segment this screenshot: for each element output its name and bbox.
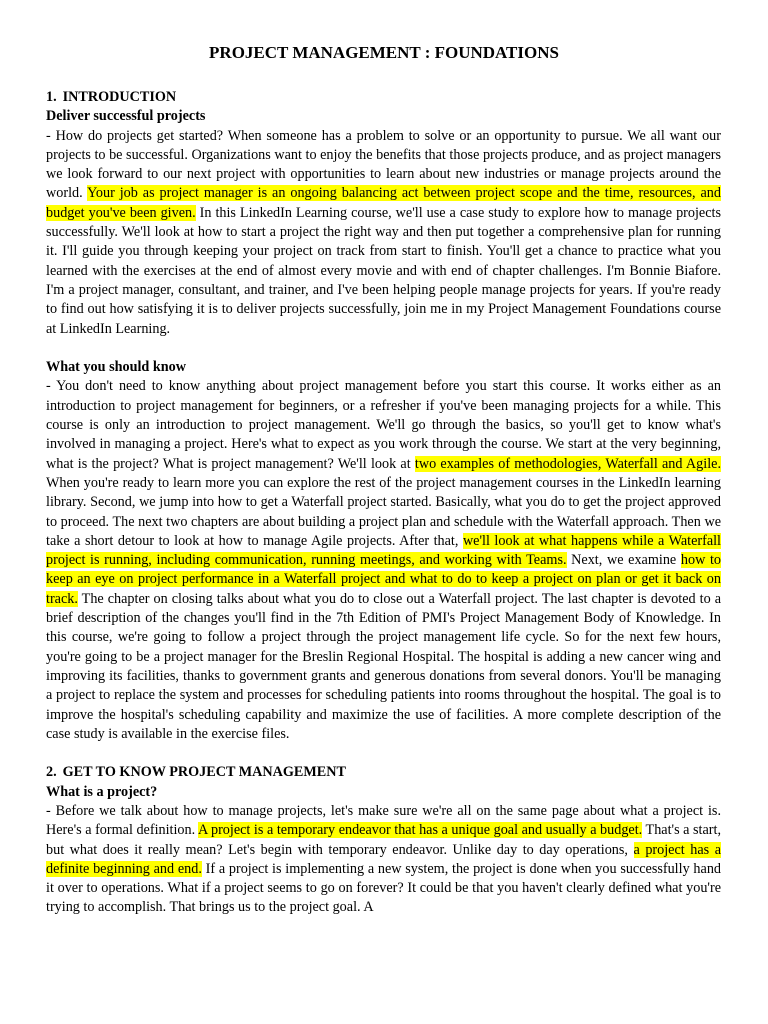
paragraph-spacer xyxy=(46,744,721,763)
section-heading-introduction xyxy=(46,88,721,107)
text-segment: - How do projects get started? When someone has a problem to solve or an opportunity to pursue. We all want our projects to be successful. Organizations want to enjoy the benefits that those projects produce, and as project managers we look forward to our next project with opportunities to learn about new industries or manage projects around the world. xyxy=(46,127,721,202)
highlighted-text: two examples of methodologies, Waterfall and Agile. xyxy=(414,455,721,472)
section-number: 1. xyxy=(46,89,57,105)
highlighted-text: A project is a temporary endeavor that has a unique goal and usually a budget. xyxy=(197,822,643,839)
paragraph-spacer xyxy=(46,339,721,358)
highlighted-text: Your job as project manager is an ongoing balancing act between project scope and the time, resources, and budget you've been given. xyxy=(46,185,721,221)
paragraph-what-is-a-project xyxy=(46,802,721,918)
text-segment: When you're ready to learn more you can explore the rest of the project management courses in the LinkedIn learning library. Second, we jump into how to get a Waterfall project started. Basically, what you do to get the project approved to proceed. The next two chapters are about building a project plan and schedule with the Waterfall approach. Then we take a short detour to look at how to manage Agile projects. After that, xyxy=(46,474,721,549)
section-title: GET TO KNOW PROJECT MANAGEMENT xyxy=(62,764,346,781)
text-segment: In this LinkedIn Learning course, we'll use a case study to explore how to manage projects successfully. We'll look at how to start a project the right way and then put together a comprehensive plan for running it. I'll guide you through keeping your project on track from start to finish. You'll get a chance to practice what you learned with the exercises at the end of almost every movie and with end of chapter challenges. I'm Bonnie Biafore. I'm a project manager, consultant, and trainer, and I've been helping people manage projects for years. If you're ready to find out how satisfying it is to deliver projects successfully, join me in my Project Management Foundations course at LinkedIn Learning. xyxy=(46,204,721,337)
text-segment: That's a start, but what does it really mean? Let's begin with temporary endeavor. Unlike day to day operations, xyxy=(46,822,722,858)
subsection-heading-what-you-should-know: What you should know xyxy=(46,359,186,376)
document-title: PROJECT MANAGEMENT : FOUNDATIONS xyxy=(209,43,559,62)
text-segment: Next, we examine xyxy=(566,552,681,569)
highlighted-text: a project has a definite beginning and end. xyxy=(46,841,721,877)
highlighted-text: how to keep an eye on project performance in a Waterfall project and what to do to keep a project on plan or get it back on track. xyxy=(46,552,721,607)
text-segment: - Before we talk about how to manage projects, let's make sure we're all on the same page about what a project is. Here's a formal definition. xyxy=(46,802,721,839)
subsection-heading-what-is-a-project: What is a project? xyxy=(46,783,158,800)
section-heading-get-to-know-project-management xyxy=(46,763,721,782)
section-title: INTRODUCTION xyxy=(62,89,177,105)
subsection-heading-deliver-successful-projects: Deliver successful projects xyxy=(46,108,206,125)
text-segment: - You don't need to know anything about project management before you start this course. It works either as an introduction to project management for beginners, or a refresher if you've been managing projects for a while. This course is only an introduction to project management. We'll go through the basics, so you'll get to know what's involved in managing a project. Here's what to expect as you work through the course. We start at the very beginning, what is the project? What is project management? We'll look at xyxy=(46,378,721,472)
highlighted-text: we'll look at what happens while a Waterfall project is running, including communication, running meetings, and working with Teams. xyxy=(46,532,721,569)
text-segment: If a project is implementing a new system, the project is done when you successfully hand it over to operations. What if a project seems to go on forever? It could be that you haven't clearly defined what you're trying to accomplish. That brings us to the project goal. A xyxy=(46,860,722,916)
section-number: 2. xyxy=(46,764,57,781)
text-segment: The chapter on closing talks about what you do to close out a Waterfall project. The last chapter is devoted to a brief description of the changes you'll find in the 7th Edition of PMI's Project Management Body of Knowledge. In this course, we're going to follow a project through the project management life cycle. So for the next few hours, you're going to be a project manager for the Breslin Regional Hospital. The hospital is adding a new cancer wing and improving its facilities, thanks to government grants and generous donations from several donors. You'll be managing a project to replace the system and processes for scheduling patients into rooms throughout the hospital. The goal is to improve the hospital's scheduling capability and maximize the use of facilities. A more complete description of the case study is available in the exercise files. xyxy=(46,590,721,742)
document-body xyxy=(46,88,721,918)
paragraph-what-you-should-know xyxy=(46,377,721,744)
paragraph-deliver-successful-projects xyxy=(46,127,721,339)
